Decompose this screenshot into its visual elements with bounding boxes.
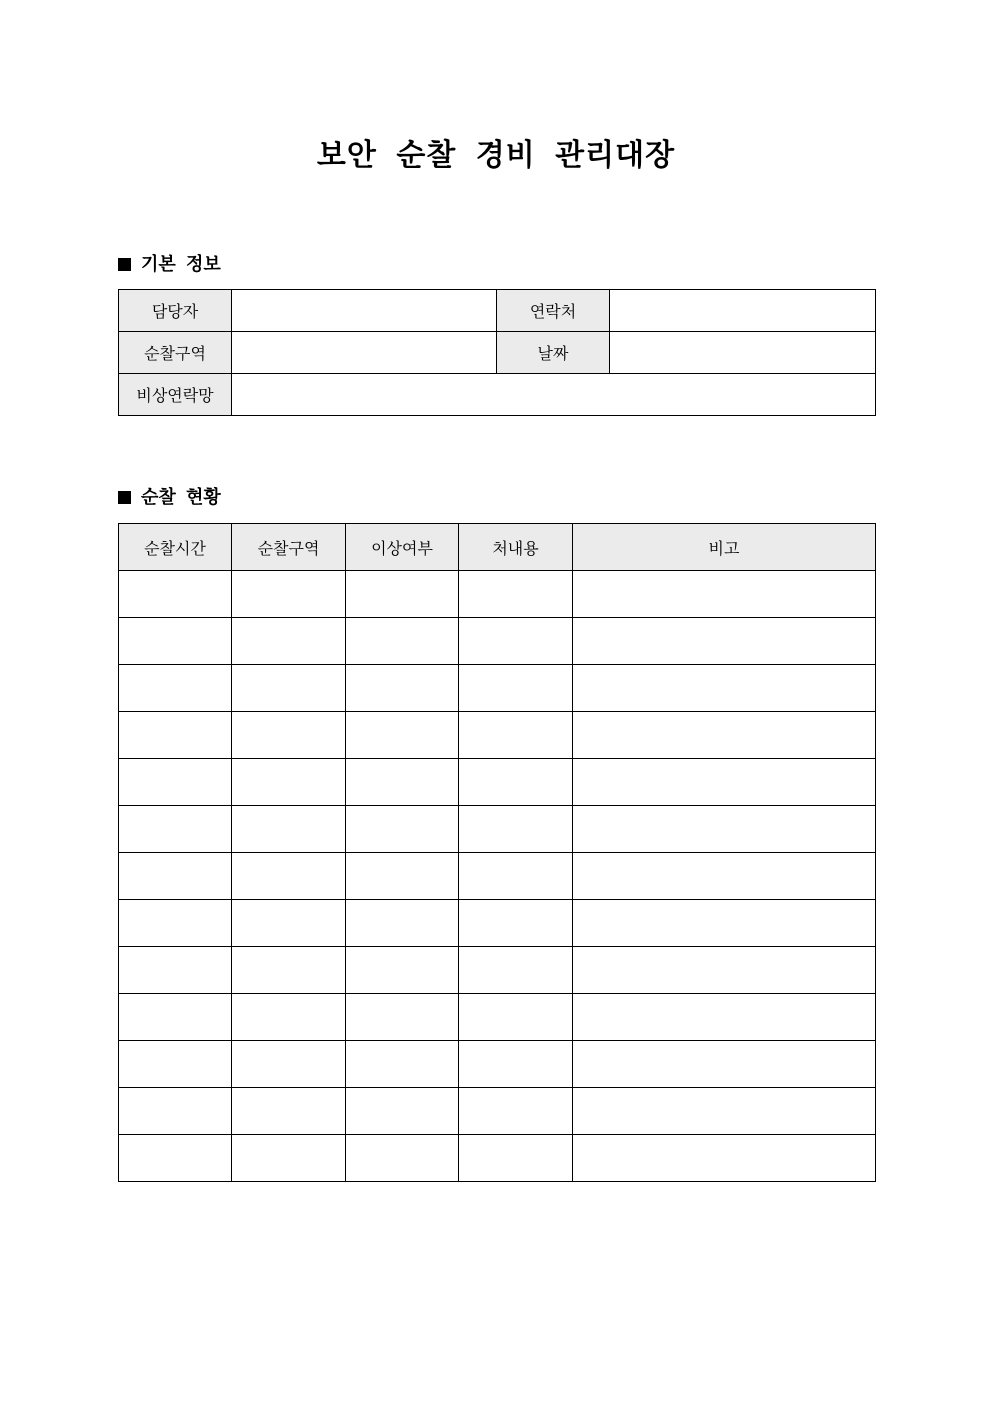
anomaly-cell[interactable]	[346, 853, 459, 900]
table-row	[119, 947, 876, 994]
patrol-time-cell[interactable]	[119, 712, 232, 759]
patrol-time-cell[interactable]	[119, 853, 232, 900]
action-cell[interactable]	[459, 853, 573, 900]
basic-info-table	[118, 289, 876, 416]
section-heading-label: 기본 정보	[141, 254, 221, 275]
action-cell[interactable]	[459, 1041, 573, 1088]
table-row	[119, 1041, 876, 1088]
remarks-cell[interactable]	[573, 1135, 876, 1182]
action-cell[interactable]	[459, 712, 573, 759]
column-header-patrol-area: 순찰구역	[232, 524, 346, 571]
patrol-area-cell[interactable]	[232, 900, 346, 947]
patrol-time-cell[interactable]	[119, 1088, 232, 1135]
patrol-area-cell[interactable]	[232, 806, 346, 853]
patrol-area-cell[interactable]	[232, 1041, 346, 1088]
table-row	[119, 759, 876, 806]
section-heading-label: 순찰 현황	[141, 487, 221, 508]
patrol-time-cell[interactable]	[119, 900, 232, 947]
anomaly-cell[interactable]	[346, 618, 459, 665]
section-heading-patrol-status	[118, 485, 221, 511]
square-bullet-icon	[118, 491, 131, 504]
action-cell[interactable]	[459, 994, 573, 1041]
table-row	[119, 290, 876, 332]
table-row	[119, 712, 876, 759]
action-cell[interactable]	[459, 806, 573, 853]
table-header-row	[119, 524, 876, 571]
patrol-area-cell[interactable]	[232, 1135, 346, 1182]
remarks-cell[interactable]	[573, 900, 876, 947]
column-header-remarks: 비고	[573, 524, 876, 571]
contact-field[interactable]	[610, 290, 876, 332]
patrol-area-cell[interactable]	[232, 571, 346, 618]
anomaly-cell[interactable]	[346, 1041, 459, 1088]
patrol-area-cell[interactable]	[232, 665, 346, 712]
remarks-cell[interactable]	[573, 712, 876, 759]
patrol-area-cell[interactable]	[232, 618, 346, 665]
remarks-cell[interactable]	[573, 665, 876, 712]
anomaly-cell[interactable]	[346, 947, 459, 994]
patrol-area-cell[interactable]	[232, 759, 346, 806]
manager-label: 담당자	[119, 290, 232, 332]
action-cell[interactable]	[459, 1135, 573, 1182]
patrol-area-label: 순찰구역	[119, 332, 232, 374]
anomaly-cell[interactable]	[346, 994, 459, 1041]
section-heading-basic-info	[118, 252, 221, 278]
action-cell[interactable]	[459, 1088, 573, 1135]
patrol-status-table	[118, 523, 876, 1182]
remarks-cell[interactable]	[573, 618, 876, 665]
emergency-contact-field[interactable]	[232, 374, 876, 416]
document-title: 보안 순찰 경비 관리대장	[316, 138, 676, 173]
action-cell[interactable]	[459, 900, 573, 947]
table-row	[119, 900, 876, 947]
remarks-cell[interactable]	[573, 1041, 876, 1088]
patrol-area-field[interactable]	[232, 332, 497, 374]
remarks-cell[interactable]	[573, 947, 876, 994]
column-header-anomaly: 이상여부	[346, 524, 459, 571]
contact-label: 연락처	[497, 290, 610, 332]
patrol-time-cell[interactable]	[119, 665, 232, 712]
table-row	[119, 332, 876, 374]
patrol-area-cell[interactable]	[232, 994, 346, 1041]
patrol-area-cell[interactable]	[232, 712, 346, 759]
column-header-action: 처내용	[459, 524, 573, 571]
anomaly-cell[interactable]	[346, 1088, 459, 1135]
patrol-area-cell[interactable]	[232, 947, 346, 994]
patrol-time-cell[interactable]	[119, 947, 232, 994]
table-row	[119, 1135, 876, 1182]
action-cell[interactable]	[459, 947, 573, 994]
patrol-time-cell[interactable]	[119, 571, 232, 618]
table-row	[119, 1088, 876, 1135]
square-bullet-icon	[118, 258, 131, 271]
date-field[interactable]	[610, 332, 876, 374]
patrol-time-cell[interactable]	[119, 1041, 232, 1088]
patrol-area-cell[interactable]	[232, 1088, 346, 1135]
anomaly-cell[interactable]	[346, 571, 459, 618]
action-cell[interactable]	[459, 571, 573, 618]
action-cell[interactable]	[459, 618, 573, 665]
remarks-cell[interactable]	[573, 994, 876, 1041]
date-label: 날짜	[497, 332, 610, 374]
table-row	[119, 618, 876, 665]
table-row	[119, 665, 876, 712]
action-cell[interactable]	[459, 759, 573, 806]
remarks-cell[interactable]	[573, 571, 876, 618]
patrol-time-cell[interactable]	[119, 618, 232, 665]
column-header-patrol-time: 순찰시간	[119, 524, 232, 571]
anomaly-cell[interactable]	[346, 665, 459, 712]
table-row	[119, 806, 876, 853]
action-cell[interactable]	[459, 665, 573, 712]
table-row	[119, 374, 876, 416]
patrol-time-cell[interactable]	[119, 1135, 232, 1182]
remarks-cell[interactable]	[573, 806, 876, 853]
patrol-time-cell[interactable]	[119, 994, 232, 1041]
manager-field[interactable]	[232, 290, 497, 332]
anomaly-cell[interactable]	[346, 900, 459, 947]
remarks-cell[interactable]	[573, 759, 876, 806]
patrol-time-cell[interactable]	[119, 759, 232, 806]
table-row	[119, 994, 876, 1041]
table-row	[119, 571, 876, 618]
anomaly-cell[interactable]	[346, 806, 459, 853]
patrol-time-cell[interactable]	[119, 806, 232, 853]
table-row	[119, 853, 876, 900]
anomaly-cell[interactable]	[346, 712, 459, 759]
anomaly-cell[interactable]	[346, 1135, 459, 1182]
anomaly-cell[interactable]	[346, 759, 459, 806]
patrol-area-cell[interactable]	[232, 853, 346, 900]
remarks-cell[interactable]	[573, 853, 876, 900]
emergency-contact-label: 비상연락망	[119, 374, 232, 416]
remarks-cell[interactable]	[573, 1088, 876, 1135]
patrol-status-body	[119, 571, 876, 1182]
